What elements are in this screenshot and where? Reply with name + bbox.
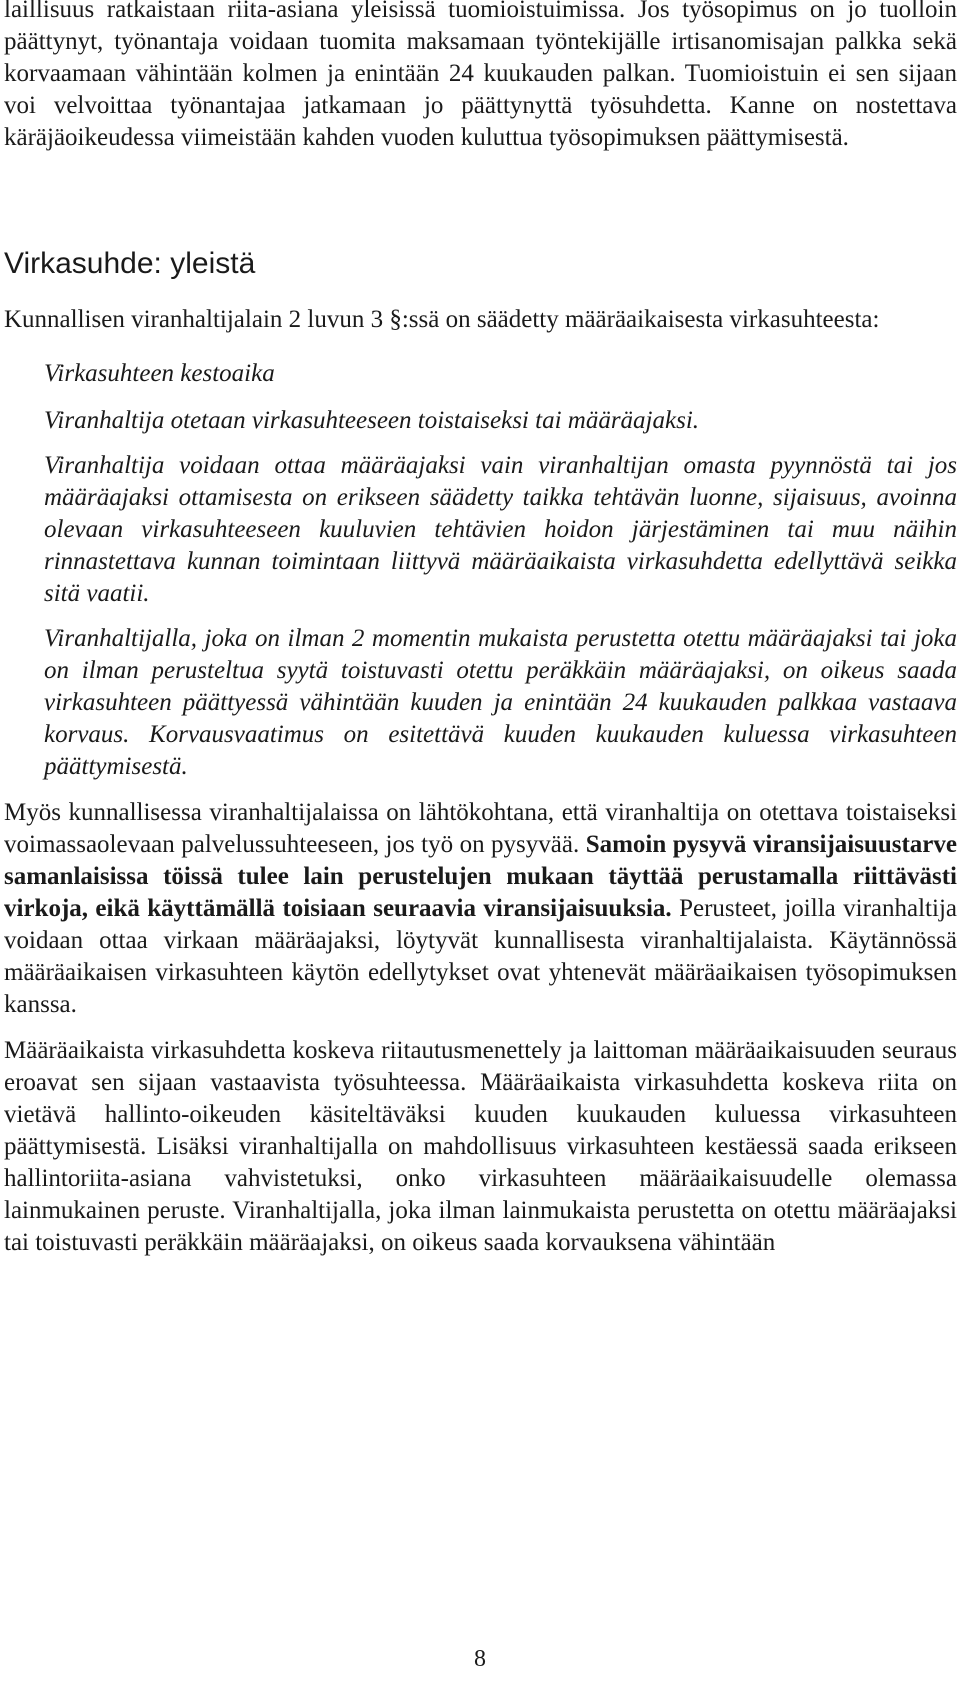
document-page [4,0,957,1259]
quote-paragraph-2: Viranhaltija voidaan ottaa määräajaksi vain viranhaltijan omasta pyynnöstä tai jos määräajaksi ottamisesta on erikseen säädetty taikka tehtävän luonne, sijaisuus, avoinna olevaan virkasuhteeseen kuuluvien tehtävien hoidon järjestäminen tai muu näihin rinnastettava kunnan toimintaan liittyvä määräaikaista virkasuhdetta edellyttävä seikka sitä vaatii. [44,452,957,607]
body-paragraph-1-start: Myös kunnallisessa viranhaltijalaissa on lähtökohtana, että viranhaltija on otettava toistaiseksi voimassaolevaan palvelussuhteeseen, jos työ on pysyvää. [4,799,957,858]
quote-title: Virkasuhteen kestoaika [44,360,275,387]
body-paragraph-1-emphasis: Samoin pysyvä viransijaisuustarve samanlaisissa töissä tulee lain perustelujen mukaan täyttää perustamalla riittävästi virkoja, eikä käyttämällä toisiaan seuraavia viransijaisuuksia. [4,831,957,922]
quote-paragraph-3: Viranhaltijalla, joka on ilman 2 momentin mukaista perustetta otettu määräajaksi tai joka on ilman perusteltua syytä toistuvasti otettu peräkkäin määräajaksi, on oikeus saada virkasuhteen päättyessä vähintään kuuden ja enintään 24 kuukauden palkkaa vastaava korvaus. Korvausvaatimus on esitettävä kuuden kuukauden kuluessa virkasuhteen päättymisestä. [44,625,957,780]
body-paragraph-2: Määräaikaista virkasuhdetta koskeva riitautusmenettely ja laittoman määräaikaisuuden seuraus eroavat sen sijaan vastaavista työsuhteessa. Määräaikaista virkasuhdetta koskeva riita on vietävä hallinto-oikeuden käsiteltäväksi kuuden kuukauden kuluessa virkasuhteen päättymisestä. Lisäksi viranhaltijalla on mahdollisuus virkasuhteen kestäessä saada erikseen hallintoriita-asiana vahvistetuksi, onko virkasuhteen määräaikaisuudelle olemassa lainmukainen peruste. Viranhaltijalla, joka ilman lainmukaista perustetta on otettu määräajaksi tai toistuvasti peräkkäin määräajaksi, on oikeus saada korvauksena vähintään [4,1037,957,1256]
quote-paragraph-1: Viranhaltija otetaan virkasuhteeseen toistaiseksi tai määräajaksi. [44,407,700,434]
body-paragraph-1-end: Perusteet, joilla viranhaltija voidaan ottaa virkaan määräajaksi, löytyvät kunnallisesta viranhaltijalaista. Käytännössä määräaikaisen virkasuhteen käytön edellytykset ovat yhtenevät määräaikaisen työsopimuksen kanssa. [4,895,957,1018]
statute-quote [44,358,957,783]
section-heading: Virkasuhde: yleistä [4,247,256,280]
lead-paragraph: Kunnallisen viranhaltijalain 2 luvun 3 §:ssä on säädetty määräaikaisesta virkasuhteesta: [4,306,880,333]
page-number: 8 [474,1646,486,1672]
intro-paragraph: laillisuus ratkaistaan riita-asiana yleisissä tuomioistuimissa. Jos työsopimus on jo tuolloin päättynyt, työnantaja voidaan tuomita maksamaan työntekijälle irtisanomisajan palkka sekä korvaamaan vähintään kolmen ja enintään 24 kuukauden palkan. Tuomioistuin ei sen sijaan voi velvoittaa työnantajaa jatkamaan jo päättynyttä työsuhdetta. Kanne on nostettava käräjäoikeudessa viimeistään kahden vuoden kuluttua työsopimuksen päättymisestä. [4,0,957,151]
body-paragraph-1 [4,797,957,1021]
